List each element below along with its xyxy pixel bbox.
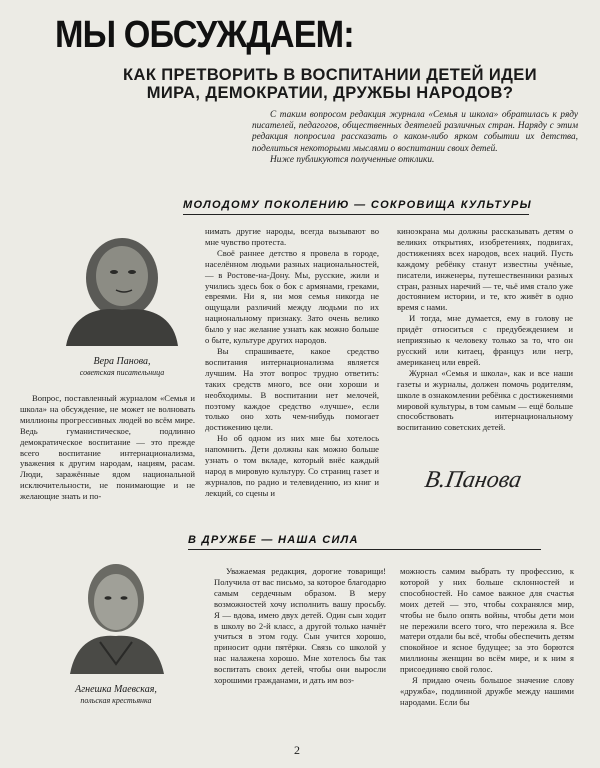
intro-text bbox=[252, 110, 578, 166]
signature: В.Панова bbox=[422, 467, 524, 493]
author-role: советская писательница bbox=[79, 368, 165, 377]
body-paragraph: Но об одном из них мне бы хотелось напомнить. Дети должны как можно больше узнать о том вкладе, который внёс каждый народ в мировую культуру. Со страниц газет и журналов, по радио и телевидению, из книг и лекций, со сцены и bbox=[205, 433, 379, 498]
caption-vera-panova bbox=[58, 356, 186, 377]
section-1-rule bbox=[183, 214, 529, 215]
portrait-agneshka-maevskaya bbox=[60, 556, 172, 674]
body-paragraph: Журнал «Семья и школа», как и все наши газеты и журналы, должен помочь родителям, школе в ознакомлении ребёнка с достижениями мировой культуры, в том самым — ещё больше способствовать интернациональному воспитанию советских детей. bbox=[397, 367, 573, 433]
intro-paragraph: С таким вопросом редакция журнала «Семья и школа» обратилась к ряду писателей, педагогов, общественных деятелей различных стран. Наряду с этим редакция попросила рассказать о каком-либо ярком событии их детства, поделиться некоторыми мыслями о воспитании своих детей. bbox=[252, 110, 578, 154]
section-2-column-2 bbox=[214, 566, 386, 686]
intro-note: Ниже публикуются полученные отклики. bbox=[270, 154, 435, 165]
section-2-title: В ДРУЖБЕ — НАША СИЛА bbox=[188, 534, 359, 546]
body-paragraph: Уважаемая редакция, дорогие товарищи! Получила от вас письмо, за которое благодарю самым сердечным образом. В меру возможностей хочу исполнить вашу просьбу. Я — вдова, имею двух детей. Один сын ходит в школу во 2-й класс, а другой только начнёт учиться в этом году. Сын учится хорошо, приносит одни пятёрки. Связь со школой у нас налажена хорошо. Мне хотелось бы так воспитать своих детей, чтобы они выросли хорошими гражданами, и дать им воз- bbox=[214, 566, 386, 686]
section-1-title: МОЛОДОМУ ПОКОЛЕНИЮ — СОКРОВИЩА КУЛЬТУРЫ bbox=[183, 199, 532, 211]
headline bbox=[110, 66, 550, 102]
section-1-column-2 bbox=[205, 226, 379, 499]
section-1-column-1 bbox=[20, 393, 195, 502]
section-2-column-3 bbox=[400, 566, 574, 708]
headline-line-1: КАК ПРЕТВОРИТЬ В ВОСПИТАНИИ ДЕТЕЙ ИДЕИ bbox=[123, 66, 537, 84]
body-paragraph: Вы спрашиваете, какое средство воспитания интернационализма является лучшим. На этот вопрос трудно ответить: таких средств много, все они хороши и необходимы. В воспитании нет мелочей, поэтому каждое средство «лучше», если только оно хоть чем-нибудь помогает достижению цели. bbox=[205, 345, 379, 433]
page-number: 2 bbox=[294, 743, 300, 757]
body-paragraph: киноэкрана мы должны рассказывать детям о великих открытиях, изобретениях, подвигах, достижениях всех народов, всех наций. Пусть каждому ребёнку станут известны учёные, писатели, инженеры, путешественники разных стран, разных наречий — те, чьё имя стало уже достоянием истории, и те, кто живёт в одно время с нами. bbox=[397, 226, 573, 313]
body-paragraph: Своё раннее детство я провела в городе, населённом людьми разных национальностей,— в Ростове-на-Дону. Мы, русские, жили и учились здесь бок о бок с армянами, греками, евреями. Ни я, ни моя семья никогда не ощущали различий между людьми по их национальному признаку. Зато очень велико было у нас желание узнать как можно больше о быте, культуре других народов. bbox=[205, 247, 379, 346]
body-paragraph: И тогда, мне думается, ему в голову не придёт относиться с предубеждением и неприязнью к человеку только за то, что он русский или китаец, француз или негр, американец или еврей. bbox=[397, 313, 573, 367]
body-paragraph: Вопрос, поставленный журналом «Семья и школа» на обсуждение, не может не волновать миллионы прогрессивных людей во всём мире. Ведь гуманистическое, подлинно демократическое воспитание — это прежде всего воспитание интернационализма, уважения к другим народам, нациям, расам. Люди, заражённые ядом национальной исключительности, не понимающие и не желающие знать и по- bbox=[20, 393, 195, 502]
headline-line-2: МИРА, ДЕМОКРАТИИ, ДРУЖБЫ НАРОДОВ? bbox=[146, 84, 514, 102]
section-2-rule bbox=[188, 549, 541, 550]
caption-agneshka-maevskaya bbox=[60, 684, 172, 705]
author-name: Вера Панова, bbox=[93, 356, 151, 367]
author-role: польская крестьянка bbox=[80, 696, 152, 705]
body-paragraph: нимать другие народы, всегда вызывают во мне чувство протеста. bbox=[205, 226, 379, 247]
portrait-vera-panova bbox=[58, 226, 186, 346]
body-paragraph: Я придаю очень большое значение слову «дружба», подлинной дружбе между нашими народами. Если бы bbox=[400, 675, 574, 707]
section-1-column-3 bbox=[397, 226, 573, 433]
author-name: Агнешка Маевская, bbox=[75, 684, 157, 695]
rubric-title: МЫ ОБСУЖДАЕМ: bbox=[55, 14, 354, 56]
body-paragraph: можность самим выбрать ту профессию, к которой у них больше склонностей и способностей. Но самое важное для счастья моих детей — это, чтобы сохранялся мир, чтобы не было опять войны, чтобы дети мои не пережили всего того, что пережила я. Все матери отдали бы всё, чтобы обеспечить детям спокойное и ясное будущее; за это борются миллионы женщин во всём мире, и к ним я присоединяю свой голос. bbox=[400, 566, 574, 675]
